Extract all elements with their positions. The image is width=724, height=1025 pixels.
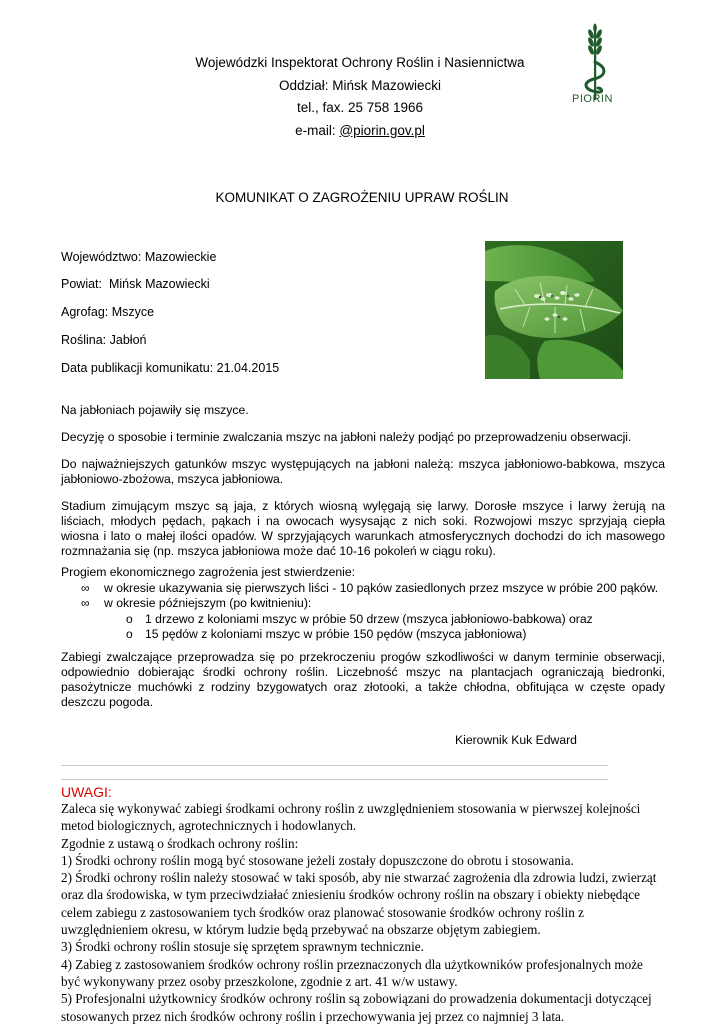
paragraph-decision: Decyzję o sposobie i terminie zwalczania mszyc na jabłoni należy podjąć po przeprowadzeniu obserwacji. [61,430,632,444]
paragraph-species: Do najważniejszych gatunków mszyc występujących na jabłoni należą: mszyca jabłoniowo-babkowa, mszyca jabłoniowo-zbożowa, mszyca jabłoniowa. [61,457,665,486]
phone-fax: tel., fax. 25 758 1966 [296,100,424,115]
meta-label: Data publikacji komunikatu: [61,361,214,375]
meta-wojewodztwo [61,250,216,264]
note-line: 3) Środki ochrony roślin stosuje się sprzętem sprawnym technicznie. [61,939,424,955]
note-line: Zaleca się wykonywać zabiegi środkami ochrony roślin z uwzględnieniem stosowania w pierwszej kolejności metod biologicznych, agrotechnicznych i hodowlanych. [61,801,641,834]
meta-label: Agrofag: [61,305,109,319]
note-line: 2) Środki ochrony roślin należy stosować w taki sposób, aby nie stwarzać zagrożenia dla zdrowia ludzi, zwierząt oraz dla środowiska, w tym przeciwdziałać zniesieniu środków ochrony roślin na obszary i obiekty niebędące celem zabiegu z zastosowaniem tych środków oraz planować stosowanie środków ochrony roślin z uwzględnieniem okresu, w którym ludzie będą przebywać na obszarze objętym zabiegiem. [61,870,657,938]
sub-list-item [61,612,671,628]
meta-agrofag [61,305,154,319]
document-title: KOMUNIKAT O ZAGROŻENIU UPRAW ROŚLIN [215,190,509,205]
uwagi-notes [61,800,661,1025]
note-line: 4) Zabieg z zastosowaniem środków ochrony roślin przeznaczonych dla użytkowników profesjonalnych może być wykonywany przez osoby przeszkolone, zgodnie z art. 41 w/w ustawy. [61,956,643,989]
sub-list-item-text: 1 drzewo z koloniami mszyc w próbie 50 drzew (mszyca jabłoniowo-babkowa) oraz [145,611,593,626]
signature: Kierownik Kuk Edward [455,733,577,747]
meta-value: Jabłoń [109,333,147,347]
meta-powiat [61,277,210,291]
list-item-text: w okresie ukazywania się pierwszych liści - 10 pąków zasiedlonych przez mszyce w próbie 200 pąków. [104,580,659,595]
meta-data-publikacji [61,361,279,375]
meta-value: 21.04.2015 [216,361,280,375]
email-line [140,120,580,143]
paragraph-intro: Na jabłoniach pojawiły się mszyce. [61,403,249,417]
list-item-text: w okresie późniejszym (po kwitnieniu): [104,596,312,610]
note-line: 1) Środki ochrony roślin mogą być stosowane jeżeli zostały dopuszczone do obrotu i stosowania. [61,852,574,868]
threshold-intro: Progiem ekonomicznego zagrożenia jest stwierdzenie: [61,565,356,579]
meta-value: Mszyce [111,305,155,319]
sub-bullet: o [126,611,133,626]
meta-value: Mazowieckie [144,250,217,264]
meta-value: Mińsk Mazowiecki [108,277,210,291]
institution-name: Wojewódzki Inspektorat Ochrony Roślin i Nasiennictwa [195,55,525,70]
meta-label: Województwo: [61,250,142,264]
header [140,52,580,142]
note-line: Zgodnie z ustawą o środkach ochrony roślin: [61,835,299,851]
list-item [61,596,671,612]
list-item [61,581,671,597]
email-link[interactable]: @piorin.gov.pl [339,122,425,138]
note-line: 5) Profesjonalni użytkownicy środków ochrony roślin są zobowiązani do prowadzenia dokumentacji dotyczącej stosowanych przez nich środków ochrony roślin i przechowywania jej przez co najmniej 3 lata. [61,991,652,1024]
paragraph-biology: Stadium zimującym mszyc są jaja, z których wiosną wylęgają się larwy. Dorosłe mszyce i larwy żerują na liściach, młodych pędach, pąkach i na owocach wysysając z nich soki. Rozwojowi mszyc sprzyjają ciepła wiosna i lato o małej ilości opadów. W sprzyjających warunkach atmosferycznych dochodzi do ich masowego rozmnażania się (np. mszyca jabłoniowa może dać 10-16 pokoleń w ciągu roku). [61,499,665,558]
divider [61,779,608,780]
bullet: ∞ [81,580,90,595]
threshold-section [61,565,671,643]
logo-text: PIORIN [572,93,613,105]
meta-label: Roślina: [61,333,107,347]
branch-name: Oddział: Mińsk Mazowiecki [278,77,442,93]
paragraph-treatment: Zabiegi zwalczające przeprowadza się po przekroczeniu progów szkodliwości w danym terminie obserwacji, odpowiednio dobierając środki ochrony roślin. Liczebność mszyc na plantacjach ograniczają biedronki, pasożytnicze muchówki z rodziny bzygowatych oraz złotooki, a także chłodna, obfitująca w częste opady deszczu pogoda. [61,650,665,709]
meta-roslina [61,333,147,347]
aphid-leaf-photo [485,241,623,379]
divider [61,765,608,766]
sub-list-item-text: 15 pędów z koloniami mszyc w próbie 150 pędów (mszyca jabłoniowa) [145,627,527,641]
bullet: ∞ [81,596,90,610]
sub-bullet: o [126,627,133,641]
meta-label: Powiat: [61,277,102,291]
sub-list-item [61,627,671,643]
email-label: e-mail: [295,122,340,138]
uwagi-heading: UWAGI: [61,784,112,800]
